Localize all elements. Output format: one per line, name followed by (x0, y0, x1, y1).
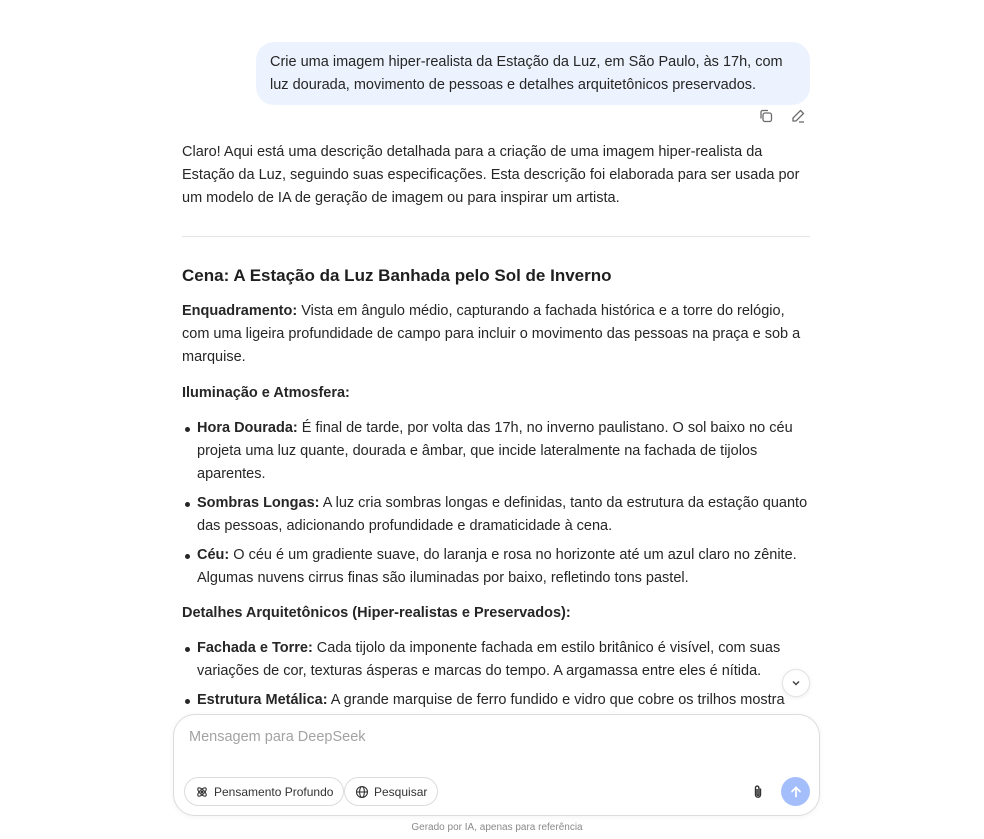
list-item-text: Cada tijolo da imponente fachada em estilo britânico é visível, com suas variações de cor, texturas ásperas e marcas do tempo. A argamassa entre eles é nítida. (197, 640, 781, 679)
divider (182, 236, 810, 237)
ai-disclaimer: Gerado por IA, apenas para referência (411, 822, 583, 833)
framing-label: Enquadramento: (182, 303, 298, 319)
list-item-text: A luz cria sombras longas e definidas, tanto da estrutura da estação quanto das pessoas, adicionando profundidade e dramaticidade à cena. (197, 495, 808, 534)
assistant-message (182, 141, 810, 747)
list-item-text: É final de tarde, por volta das 17h, no inverno paulistano. O sol baixo no céu projeta uma luz quante, dourada e âmbar, que incide lateralmente na fachada de tijolos aparentes. (197, 420, 793, 482)
list-item-label: Fachada e Torre: (197, 640, 313, 656)
user-message-bubble (256, 42, 810, 105)
framing-text: Vista em ângulo médio, capturando a fachada histórica e a torre do relógio, com uma ligeira profundidade de campo para incluir o movimento das pessoas na praça e sob a marquise. (182, 303, 801, 365)
send-button[interactable] (781, 777, 810, 806)
message-input[interactable] (189, 729, 789, 745)
deep-think-button[interactable] (184, 777, 344, 806)
list-item-text: A grande marquise de ferro fundido e vidro que cobre os trilhos mostra (330, 692, 785, 708)
list-item (182, 544, 810, 590)
framing-paragraph (182, 300, 810, 369)
list-item-label: Sombras Longas: (197, 495, 320, 511)
message-actions (756, 106, 808, 126)
edit-icon[interactable] (788, 106, 808, 126)
arrow-up-icon (789, 785, 803, 799)
architecture-heading: Detalhes Arquitetônicos (Hiper-realistas e Preservados): (182, 605, 571, 621)
list-item-text: O céu é um gradiente suave, do laranja e rosa no horizonte até um azul claro no zênite. Algumas nuvens cirrus finas são iluminadas por baixo, refletindo tons pastel. (197, 547, 797, 586)
list-item (182, 492, 810, 538)
chevron-down-icon (790, 677, 802, 689)
scene-heading: Cena: A Estação da Luz Banhada pelo Sol de Inverno (182, 266, 612, 285)
atom-icon (195, 785, 209, 799)
message-composer (173, 714, 820, 816)
search-label: Pesquisar (374, 784, 428, 799)
attach-button[interactable] (748, 782, 768, 802)
paperclip-icon (750, 784, 766, 800)
list-item-label: Hora Dourada: (197, 420, 298, 436)
assistant-intro: Claro! Aqui está uma descrição detalhada para a criação de uma imagem hiper-realista da Estação da Luz, seguindo suas especificações. Esta descrição foi elaborada para ser usada por um modelo de IA de geração de imagem ou para inspirar um artista. (182, 144, 800, 206)
list-item-label: Céu: (197, 547, 230, 563)
lighting-list (182, 417, 810, 590)
list-item (182, 417, 810, 486)
copy-icon[interactable] (756, 106, 776, 126)
globe-icon (355, 785, 369, 799)
scroll-down-button[interactable] (782, 669, 810, 697)
list-item (182, 637, 810, 683)
search-button[interactable] (344, 777, 438, 806)
deep-think-label: Pensamento Profundo (214, 784, 334, 799)
user-message-text: Crie uma imagem hiper-realista da Estação da Luz, em São Paulo, às 17h, com luz dourada, movimento de pessoas e detalhes arquitetônicos preservados. (270, 54, 783, 93)
lighting-heading: Iluminação e Atmosfera: (182, 385, 350, 401)
list-item-label: Estrutura Metálica: (197, 692, 328, 708)
